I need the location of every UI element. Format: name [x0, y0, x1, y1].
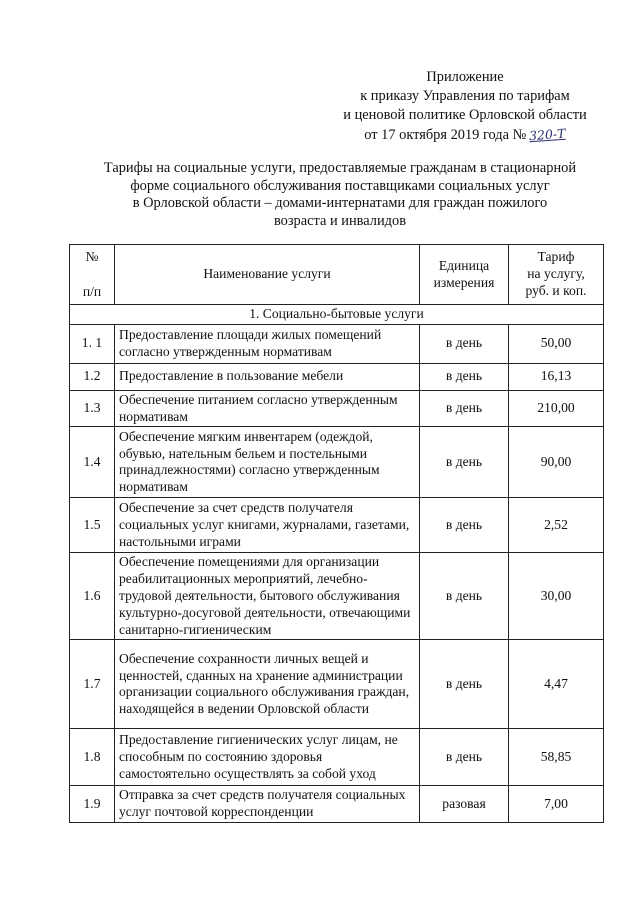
section-row: [70, 305, 604, 325]
row-tariff: 30,00: [509, 553, 604, 640]
appendix-authority-line: и ценовой политике Орловской области: [343, 107, 587, 123]
row-number: 1. 1: [70, 324, 115, 363]
row-number: 1.6: [70, 553, 115, 640]
header-number-abbr: п/п: [82, 283, 102, 299]
row-tariff: 7,00: [509, 786, 604, 823]
appendix-header: [300, 68, 630, 145]
row-number: 1.5: [70, 498, 115, 553]
row-tariff: 58,85: [509, 729, 604, 786]
row-unit: разовая: [420, 786, 509, 823]
header-tariff-line-3: руб. и коп.: [525, 282, 587, 298]
header-number: [70, 245, 115, 305]
row-unit: в день: [420, 729, 509, 786]
row-unit: в день: [420, 427, 509, 498]
appendix-title: Приложение: [426, 69, 504, 85]
tariffs-table: [69, 244, 604, 823]
order-number-handwritten: 320-Т: [528, 125, 567, 144]
row-number: 1.8: [70, 729, 115, 786]
table-row: [70, 498, 604, 553]
header-number-symbol: №: [85, 248, 99, 264]
table-row: [70, 729, 604, 786]
row-unit: в день: [420, 640, 509, 729]
table-row: [70, 324, 604, 363]
row-unit: в день: [420, 498, 509, 553]
table-header-row: [70, 245, 604, 305]
header-service-name: Наименование услуги: [115, 245, 420, 305]
header-tariff-line-1: Тариф: [537, 249, 575, 265]
row-tariff: 4,47: [509, 640, 604, 729]
appendix-date: от 17 октября 2019 года №: [364, 127, 527, 143]
row-unit: в день: [420, 363, 509, 390]
row-service-name: Предоставление площади жилых помещений согласно утвержденным нормативам: [115, 324, 420, 363]
table-row: [70, 427, 604, 498]
row-service-name: Обеспечение за счет средств получателя социальных услуг книгами, журналами, газетами, настольными играми: [115, 498, 420, 553]
table-row: [70, 363, 604, 390]
row-service-name: Обеспечение питанием согласно утвержденным нормативам: [115, 390, 420, 427]
row-unit: в день: [420, 324, 509, 363]
row-unit: в день: [420, 553, 509, 640]
row-number: 1.4: [70, 427, 115, 498]
table-row: [70, 390, 604, 427]
row-service-name: Предоставление гигиенических услуг лицам, не способным по состоянию здоровья самостоятельно осуществлять за собой уход: [115, 729, 420, 786]
header-unit-line-1: Единица: [438, 257, 490, 273]
appendix-order-line: к приказу Управления по тарифам: [360, 88, 570, 104]
row-service-name: Отправка за счет средств получателя социальных услуг почтовой корреспонденции: [115, 786, 420, 823]
row-number: 1.3: [70, 390, 115, 427]
row-unit: в день: [420, 390, 509, 427]
row-tariff: 90,00: [509, 427, 604, 498]
row-number: 1.7: [70, 640, 115, 729]
title-line-4: возраста и инвалидов: [273, 212, 406, 229]
table-row: [70, 786, 604, 823]
row-service-name: Обеспечение мягким инвентарем (одеждой, обувью, нательным бельем и постельными принадлежностями) согласно утвержденным нормативам: [115, 427, 420, 498]
row-tariff: 210,00: [509, 390, 604, 427]
header-tariff-line-2: на услугу,: [527, 266, 585, 282]
header-tariff: [509, 245, 604, 305]
row-tariff: 50,00: [509, 324, 604, 363]
table-row: [70, 640, 604, 729]
header-unit: [420, 245, 509, 305]
row-number: 1.2: [70, 363, 115, 390]
row-service-name: Предоставление в пользование мебели: [115, 363, 420, 390]
appendix-date-line: [300, 125, 630, 145]
header-unit-line-2: измерения: [433, 274, 495, 290]
section-title: 1. Социально-бытовые услуги: [70, 305, 604, 325]
document-title: [70, 160, 610, 230]
row-service-name: Обеспечение сохранности личных вещей и ценностей, сданных на хранение администрации организации социального обслуживания граждан, находящейся в ведении Орловской области: [115, 640, 420, 729]
row-service-name: Обеспечение помещениями для организации реабилитационных мероприятий, лечебно-трудовой деятельности, бытового обслуживания культурно-досуговой деятельности, отвечающими санитарно-гигиеническим: [115, 553, 420, 640]
table-row: [70, 553, 604, 640]
row-number: 1.9: [70, 786, 115, 823]
row-tariff: 2,52: [509, 498, 604, 553]
row-tariff: 16,13: [509, 363, 604, 390]
title-line-3: в Орловской области – домами-интернатами для граждан пожилого: [132, 195, 548, 211]
title-line-1: Тарифы на социальные услуги, предоставляемые гражданам в стационарной: [103, 160, 577, 176]
title-line-2: форме социального обслуживания поставщиками социальных услуг: [130, 177, 550, 194]
